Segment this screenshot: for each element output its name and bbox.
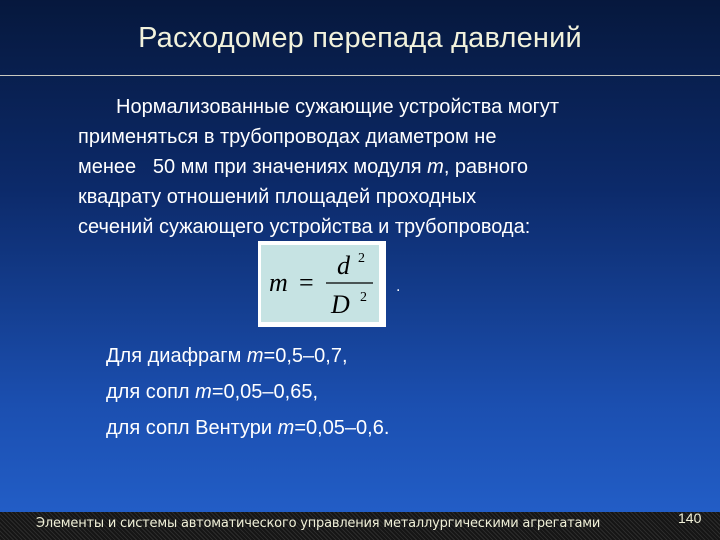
paragraph-line-5: сечений сужающего устройства и трубопровода: xyxy=(78,216,531,238)
values-list xyxy=(106,338,389,446)
formula-box xyxy=(261,245,379,322)
formula-numerator-exponent: 2 xyxy=(358,251,365,266)
page-number: 140 xyxy=(678,510,702,526)
paragraph-line-4: квадрату отношений площадей проходных xyxy=(78,186,477,208)
formula-numerator: d xyxy=(337,251,350,280)
paragraph-line-3: менее 50 мм при значениях модуля m, равного xyxy=(78,156,528,178)
body-paragraph xyxy=(78,92,678,242)
formula-denominator-exponent: 2 xyxy=(360,290,367,305)
formula-image xyxy=(261,245,379,322)
list-item: для сопл Вентури m=0,05–0,6. xyxy=(106,417,390,439)
list-item: для сопл m=0,05–0,65, xyxy=(106,381,319,403)
formula-lhs: m xyxy=(269,268,288,297)
formula-frame xyxy=(258,241,386,327)
modulus-variable: m xyxy=(427,156,444,178)
title-divider xyxy=(0,75,720,76)
formula-trailing-dot: . xyxy=(396,278,401,295)
paragraph-line-2: применяться в трубопроводах диаметром не xyxy=(78,126,497,148)
slide-title: Расходомер перепада давлений xyxy=(138,22,582,54)
formula-equals: = xyxy=(299,268,314,297)
formula-denominator: D xyxy=(331,290,350,319)
paragraph-line-1: Нормализованные сужающие устройства могут xyxy=(116,96,560,118)
list-item: Для диафрагм m=0,5–0,7, xyxy=(106,345,348,367)
footer-text: Элементы и системы автоматического управления металлургическими агрегатами xyxy=(36,516,601,531)
